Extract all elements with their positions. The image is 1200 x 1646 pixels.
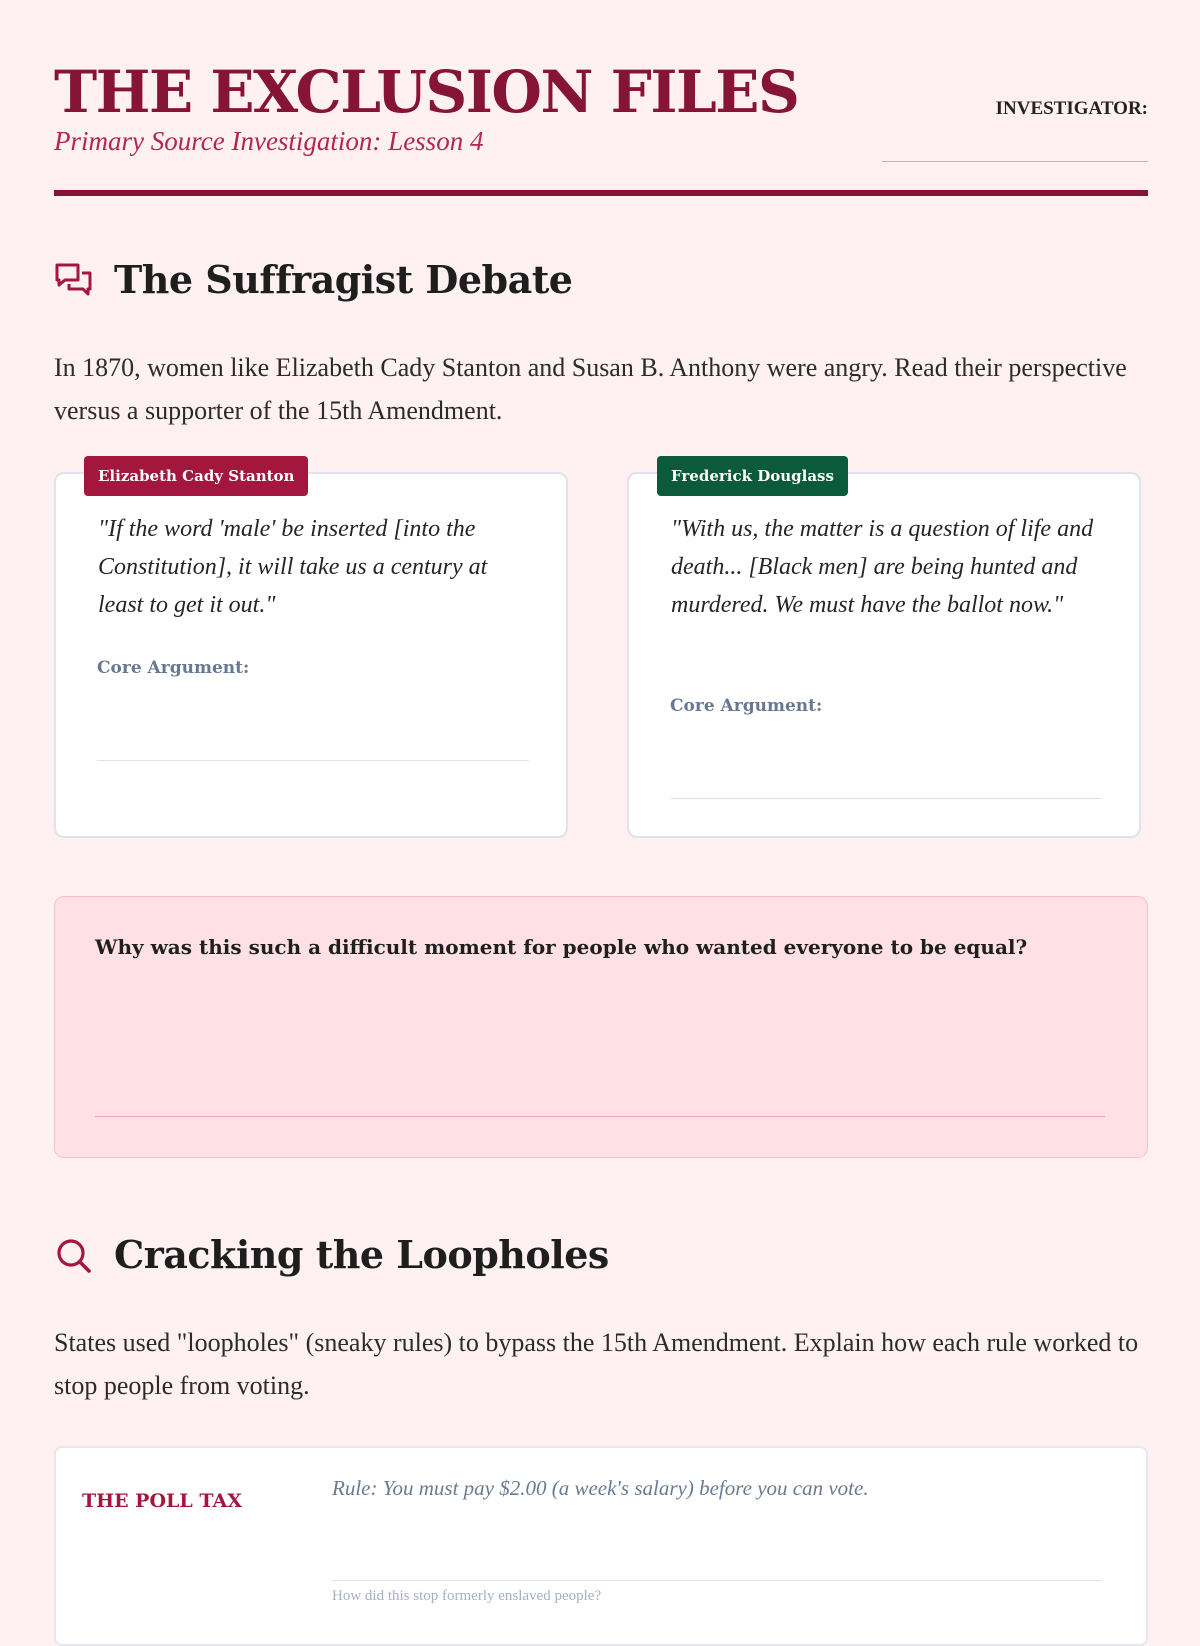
loophole-rule: Rule: You must pay $2.00 (a week's salary) before you can vote. [332, 1476, 869, 1500]
worksheet-header [54, 58, 1148, 198]
worksheet-subtitle: Primary Source Investigation: Lesson 4 [54, 126, 484, 156]
core-argument-answer-line[interactable] [670, 798, 1102, 799]
speaker-tag: Frederick Douglass [657, 456, 848, 496]
loophole-name: THE POLL TAX [82, 1490, 242, 1512]
core-argument-label: Core Argument: [97, 658, 250, 678]
section-loopholes-heading [54, 1230, 1148, 1280]
header-divider [54, 190, 1148, 196]
quote-text: "With us, the matter is a question of life and death... [Black men] are being hunted and murdered. We must have the ballot now." [671, 516, 1094, 618]
investigator-name-field[interactable] [882, 161, 1148, 162]
loophole-card-poll-tax [54, 1446, 1148, 1646]
core-argument-label: Core Argument: [670, 696, 823, 716]
section-title: Cracking the Loopholes [114, 1232, 609, 1277]
section-intro: States used "loopholes" (sneaky rules) to bypass the 15th Amendment. Explain how each rule worked to stop people from voting. [54, 1328, 1139, 1400]
loophole-answer-hint: How did this stop formerly enslaved people? [332, 1588, 602, 1604]
loophole-answer-line[interactable] [332, 1580, 1102, 1581]
core-argument-answer-line[interactable] [97, 760, 529, 761]
quote-text: "If the word 'male' be inserted [into the Constitution], it will take us a century at least to get it out." [98, 516, 488, 618]
quote-card-douglass [627, 467, 1141, 838]
reflection-answer-line[interactable] [95, 1116, 1105, 1117]
section-title: The Suffragist Debate [114, 257, 573, 302]
chat-bubbles-icon [54, 261, 94, 301]
reflection-box [54, 896, 1148, 1158]
quote-card-stanton [54, 467, 568, 838]
speaker-tag: Elizabeth Cady Stanton [84, 456, 308, 496]
worksheet-title: THE EXCLUSION FILES [54, 58, 799, 126]
reflection-question: Why was this such a difficult moment for people who wanted everyone to be equal? [95, 935, 1028, 959]
section-intro: In 1870, women like Elizabeth Cady Stanton and Susan B. Anthony were angry. Read their perspective versus a supporter of the 15th Amendment. [54, 353, 1127, 425]
magnifier-icon [54, 1236, 94, 1276]
section-suffragist-debate-heading [54, 255, 1148, 305]
investigator-label: INVESTIGATOR: [995, 98, 1148, 119]
